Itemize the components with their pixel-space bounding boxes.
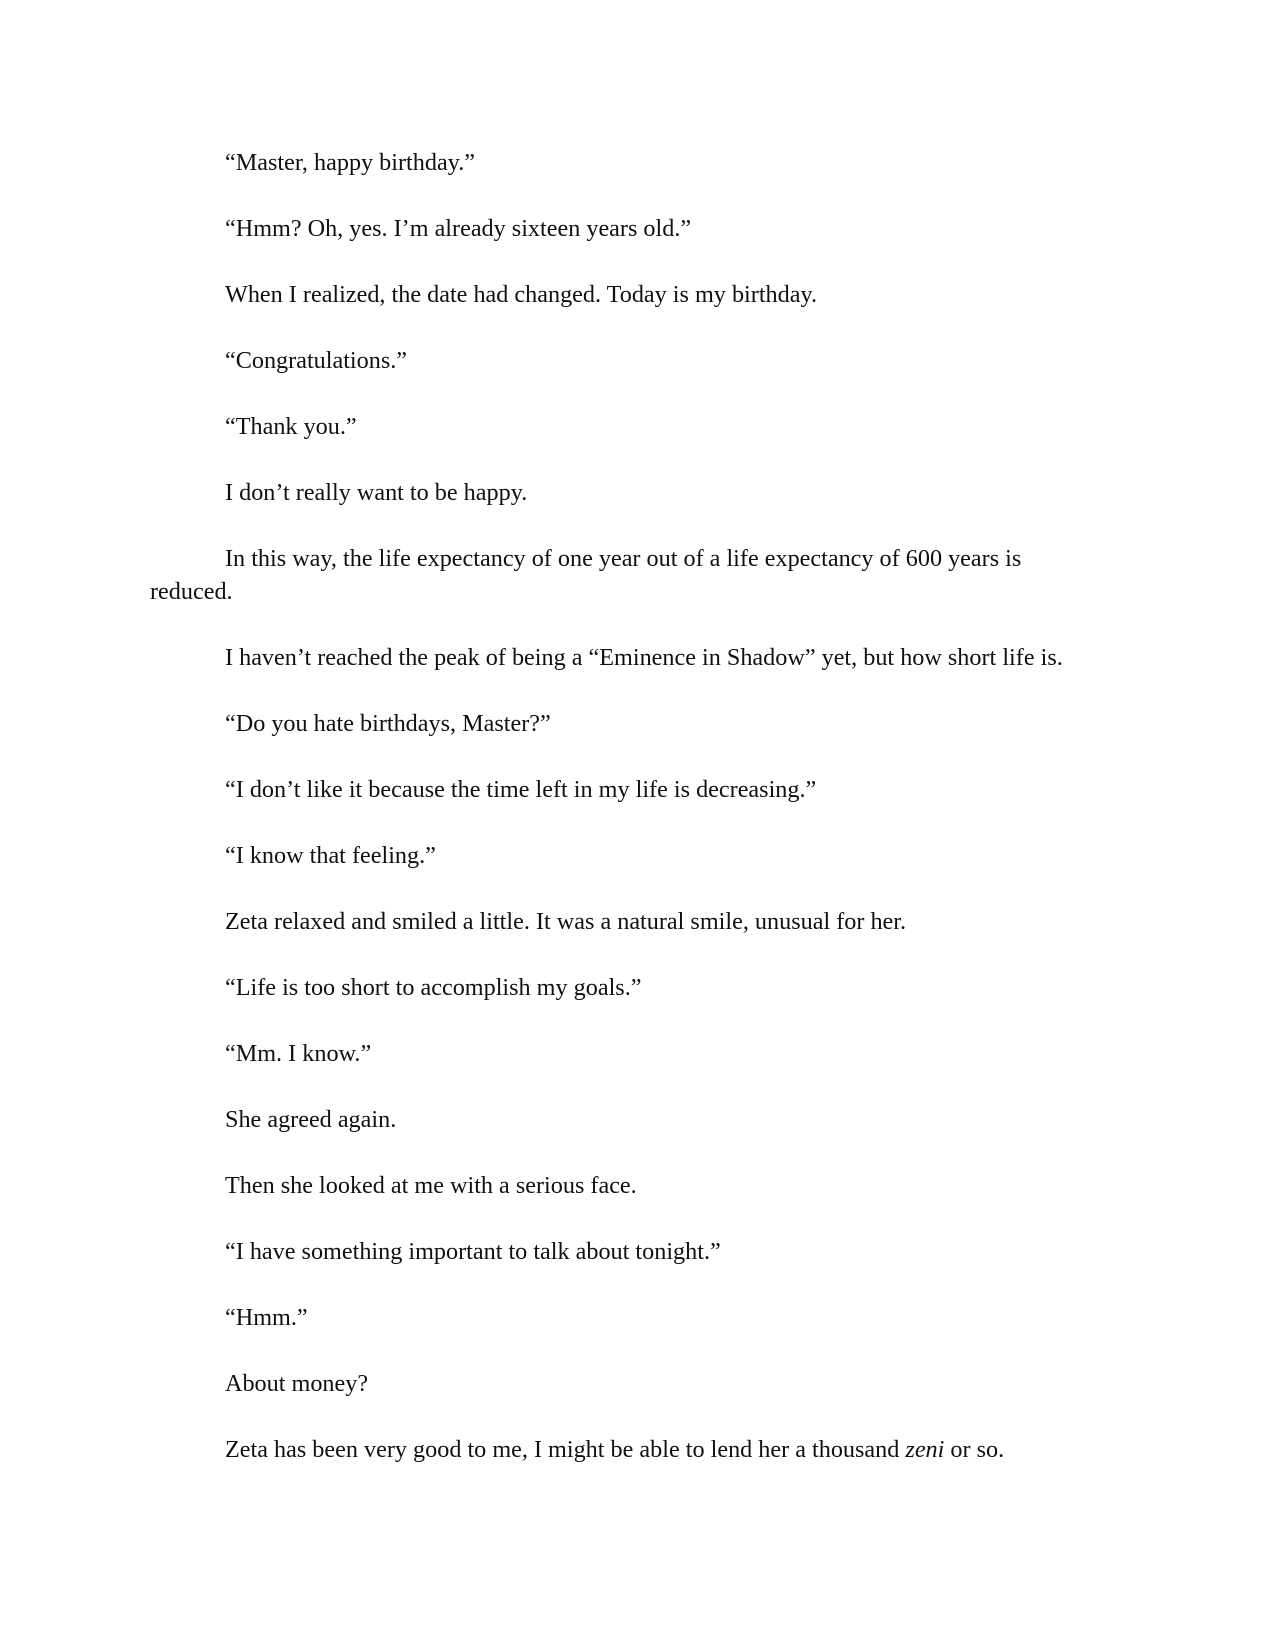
paragraph: “Hmm? Oh, yes. I’m already sixteen years old.” [225, 215, 692, 242]
paragraph: In this way, the life expectancy of one year out of a life expectancy of 600 years is reduced. [150, 545, 1022, 605]
paragraph: About money? [225, 1370, 369, 1397]
document-body [150, 146, 1092, 1466]
paragraph: “Mm. I know.” [225, 1040, 372, 1067]
paragraph-text-before: Zeta has been very good to me, I might be able to lend her a thousand [225, 1436, 906, 1463]
paragraph: “Hmm.” [225, 1304, 308, 1331]
paragraph: “Thank you.” [225, 413, 357, 440]
currency-term: zeni [905, 1436, 945, 1463]
paragraph: “I know that feeling.” [225, 842, 436, 869]
paragraph-last [150, 1433, 1092, 1466]
paragraph-text-after: or so. [944, 1436, 1005, 1463]
paragraph: I don’t really want to be happy. [225, 479, 528, 506]
paragraph: I haven’t reached the peak of being a “Eminence in Shadow” yet, but how short life is. [225, 644, 1063, 671]
paragraph: “Life is too short to accomplish my goals.” [225, 974, 642, 1001]
paragraph: Then she looked at me with a serious face. [225, 1172, 637, 1199]
paragraph: When I realized, the date had changed. Today is my birthday. [225, 281, 818, 308]
paragraph: “I don’t like it because the time left in my life is decreasing.” [225, 776, 817, 803]
paragraph: Zeta relaxed and smiled a little. It was a natural smile, unusual for her. [225, 908, 907, 935]
paragraph: “Congratulations.” [225, 347, 408, 374]
paragraph: “Master, happy birthday.” [225, 149, 475, 176]
paragraph: “Do you hate birthdays, Master?” [225, 710, 551, 737]
paragraph: “I have something important to talk about tonight.” [225, 1238, 721, 1265]
paragraph: She agreed again. [225, 1106, 397, 1133]
